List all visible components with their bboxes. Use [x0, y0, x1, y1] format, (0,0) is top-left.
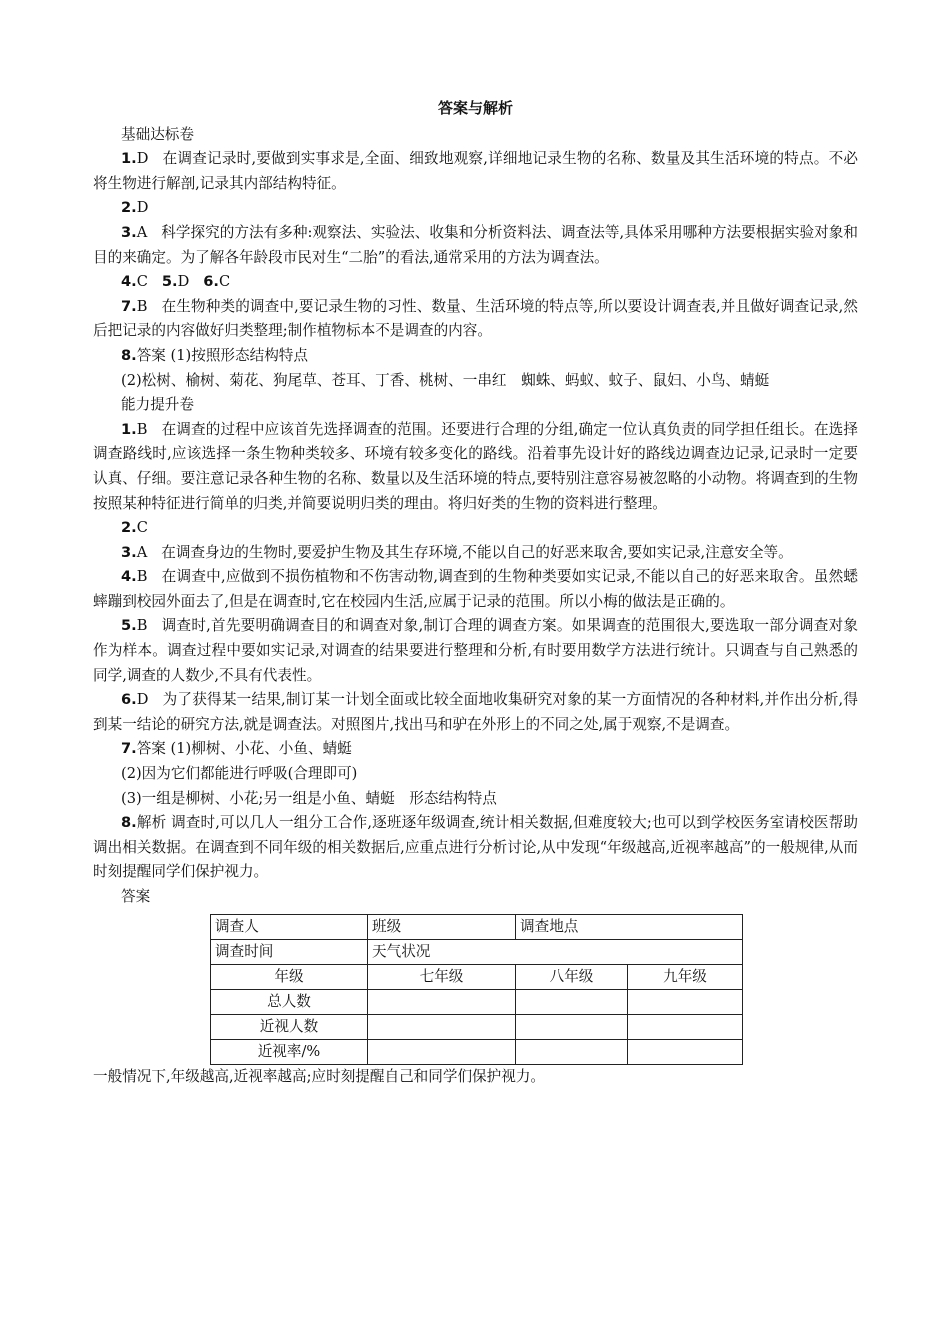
table-cell [368, 1014, 516, 1039]
section-basic-heading: 基础达标卷 [121, 125, 194, 143]
table-row [211, 989, 743, 1014]
basic-q8: 8.答案 (1)按照形态结构特点 [121, 346, 308, 364]
page-title: 答案与解析 [437, 99, 513, 117]
table-header-cell: 九年级 [628, 964, 743, 989]
adv-q5: 5.B 调查时,首先要明确调查目的和调查对象,制订合理的调查方案。如果调查的范围很大,要选取一部分调查对象作为样本。调查过程中要如实记录,对调查的结果要进行整理和分析,有时要用数学方法进行统计。只调查与自己熟悉的同学,调查的人数少,不具有代表性。 [93, 617, 858, 684]
table-cell [628, 1039, 743, 1064]
basic-q3: 3.A 科学探究的方法有多种:观察法、实验法、收集和分析资料法、调查法等,具体采用哪种方法要根据实验对象和目的来确定。为了解各年龄段市民对生“二胎”的看法,通常采用的方法为调查法。 [93, 223, 858, 266]
table-row [211, 914, 743, 939]
table-cell [628, 1014, 743, 1039]
adv-q8: 8.解析 调查时,可以几人一组分工合作,逐班逐年级调查,统计相关数据,但难度较大;也可以到学校医务室请校医帮助调出相关数据。在调查到不同年级的相关数据后,应重点进行分析讨论,从中发现“年级越高,近视率越高”的一般规律,从而时刻提醒同学们保护视力。 [93, 814, 858, 881]
table-cell: 班级 [368, 914, 516, 939]
table-row-label: 近视人数 [211, 1014, 368, 1039]
table-cell: 调查地点 [516, 914, 743, 939]
table-header-cell: 年级 [211, 964, 368, 989]
table-cell [628, 989, 743, 1014]
adv-q7-part2: (2)因为它们都能进行呼吸(合理即可) [121, 765, 358, 783]
table-row [211, 1014, 743, 1039]
table-header-cell: 八年级 [516, 964, 628, 989]
adv-q4: 4.B 在调查中,应做到不损伤植物和不伤害动物,调查到的生物种类要如实记录,不能以自己的好恶来取舍。虽然蟋蟀蹦到校园外面去了,但是在调查时,它在校园内生活,应属于记录的范围。所以小梅的做法是正确的。 [93, 568, 858, 610]
answer-page [93, 96, 858, 1089]
table-row [211, 1039, 743, 1064]
conclusion-text: 一般情况下,年级越高,近视率越高;应时刻提醒自己和同学们保护视力。 [93, 1067, 546, 1085]
table-cell: 天气状况 [368, 939, 743, 964]
adv-q6: 6.D 为了获得某一结果,制订某一计划全面或比较全面地收集研究对象的某一方面情况的各种材料,并作出分析,得到某一结论的研究方法,就是调查法。对照图片,找出马和驴在外形上的不同之处,属于观察,不是调查。 [93, 691, 858, 733]
table-header-row [211, 964, 743, 989]
table-cell: 调查时间 [211, 939, 368, 964]
adv-q2: 2.C [121, 519, 148, 537]
basic-q7: 7.B 在生物种类的调查中,要记录生物的习性、数量、生活环境的特点等,所以要设计调查表,并且做好调查记录,然后把记录的内容做好归类整理;制作植物标本不是调查的内容。 [93, 297, 858, 340]
adv-q1: 1.B 在调查的过程中应该首先选择调查的范围。还要进行合理的分组,确定一位认真负责的同学担任组长。在选择调查路线时,应该选择一条生物种类较多、环境有较多变化的路线。沿着事先设计好的路线边调查边记录,记录时一定要认真、仔细。要注意记录各种生物的名称、数量以及生活环境的特点,要特别注意容易被忽略的小动物。将调查到的生物按照某种特征进行简单的归类,并简要说明归类的理由。将归好类的生物的资料进行整理。 [93, 420, 858, 512]
table-cell [516, 989, 628, 1014]
adv-q3: 3.A 在调查身边的生物时,要爱护生物及其生存环境,不能以自己的好恶来取舍,要如实记录,注意安全等。 [121, 543, 793, 561]
section-advanced-heading: 能力提升卷 [121, 396, 194, 414]
basic-q2: 2.D [121, 199, 149, 217]
table-row-label: 近视率/% [211, 1039, 368, 1064]
adv-q8-answer-label: 答案 [121, 888, 151, 905]
basic-q4-6: 4.C 5.D 6.C [121, 273, 231, 291]
table-row [211, 939, 743, 964]
table-cell [368, 989, 516, 1014]
table-row-label: 总人数 [211, 989, 368, 1014]
basic-q1: 1.D 在调查记录时,要做到实事求是,全面、细致地观察,详细地记录生物的名称、数量及其生活环境的特点。不必将生物进行解剖,记录其内部结构特征。 [93, 150, 858, 192]
table-cell: 调查人 [211, 914, 368, 939]
adv-q7: 7.答案 (1)柳树、小花、小鱼、蜻蜓 [121, 740, 352, 758]
adv-q7-part3: (3)一组是柳树、小花;另一组是小鱼、蜻蜓 形态结构特点 [121, 789, 497, 807]
table-cell [516, 1039, 628, 1064]
table-header-cell: 七年级 [368, 964, 516, 989]
basic-q8-part2: (2)松树、榆树、菊花、狗尾草、苍耳、丁香、桃树、一串红 蜘蛛、蚂蚁、蚊子、鼠妇、小鸟、蜻蜓 [121, 371, 770, 389]
table-cell [516, 1014, 628, 1039]
survey-table [210, 914, 743, 1065]
table-cell [368, 1039, 516, 1064]
